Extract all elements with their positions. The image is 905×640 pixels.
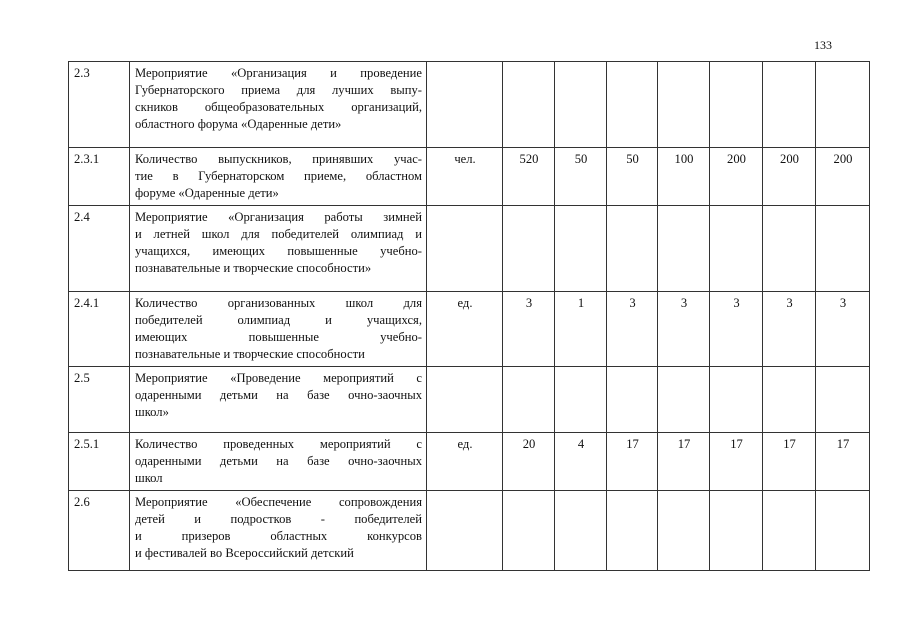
item-description [130, 148, 427, 206]
description-line: школ [135, 471, 163, 485]
item-number: 2.4.1 [69, 292, 130, 367]
table-row [69, 433, 870, 491]
unit-cell [427, 367, 503, 433]
description-line: имеющих повышенные учебно- [135, 330, 422, 344]
unit-cell: ед. [427, 433, 503, 491]
value-cell: 3 [816, 292, 870, 367]
value-cell: 200 [816, 148, 870, 206]
item-number: 2.4 [69, 206, 130, 292]
value-cell [816, 206, 870, 292]
description-line: областного форума «Одаренные дети» [135, 117, 342, 131]
value-cell [710, 206, 763, 292]
table-row [69, 292, 870, 367]
value-cell [658, 206, 710, 292]
value-cell: 3 [763, 292, 816, 367]
value-cell [607, 62, 658, 148]
value-cell: 17 [607, 433, 658, 491]
value-cell: 3 [607, 292, 658, 367]
item-description [130, 491, 427, 571]
value-cell [658, 367, 710, 433]
description-line: одаренными детьми на базе очно-заочных [135, 388, 422, 402]
value-cell [763, 491, 816, 571]
value-cell: 4 [555, 433, 607, 491]
description-line: Количество организованных школ для [135, 296, 422, 310]
value-cell [607, 491, 658, 571]
value-cell [763, 62, 816, 148]
value-cell: 520 [503, 148, 555, 206]
value-cell [503, 206, 555, 292]
item-description [130, 206, 427, 292]
description-line: форуме «Одаренные дети» [135, 186, 279, 200]
item-number: 2.3.1 [69, 148, 130, 206]
value-cell: 50 [607, 148, 658, 206]
description-line: Количество выпускников, принявших учас- [135, 152, 422, 166]
value-cell: 50 [555, 148, 607, 206]
value-cell: 17 [763, 433, 816, 491]
item-number: 2.5.1 [69, 433, 130, 491]
value-cell [710, 62, 763, 148]
value-cell [555, 206, 607, 292]
value-cell: 17 [710, 433, 763, 491]
value-cell [710, 367, 763, 433]
item-number: 2.5 [69, 367, 130, 433]
indicators-table [68, 61, 870, 571]
value-cell [710, 491, 763, 571]
unit-cell [427, 62, 503, 148]
value-cell: 200 [763, 148, 816, 206]
description-line: Мероприятие «Организация работы зимней [135, 210, 422, 224]
unit-cell [427, 491, 503, 571]
value-cell: 1 [555, 292, 607, 367]
item-description [130, 292, 427, 367]
value-cell [816, 367, 870, 433]
page-number: 133 [814, 38, 832, 52]
table-row [69, 148, 870, 206]
value-cell: 20 [503, 433, 555, 491]
value-cell [555, 62, 607, 148]
value-cell: 200 [710, 148, 763, 206]
table-row [69, 206, 870, 292]
description-line: и призеров областных конкурсов [135, 529, 422, 543]
value-cell: 3 [658, 292, 710, 367]
value-cell [607, 367, 658, 433]
description-line: и летней школ для победителей олимпиад и [135, 227, 422, 241]
unit-cell: чел. [427, 148, 503, 206]
value-cell [555, 367, 607, 433]
description-line: Губернаторского приема для лучших выпу- [135, 83, 422, 97]
value-cell [503, 491, 555, 571]
value-cell [816, 62, 870, 148]
description-line: тие в Губернаторском приеме, областном [135, 169, 422, 183]
unit-cell: ед. [427, 292, 503, 367]
description-line: Мероприятие «Проведение мероприятий с [135, 371, 422, 385]
description-line: детей и подростков - победителей [135, 512, 422, 526]
value-cell: 17 [816, 433, 870, 491]
value-cell [503, 367, 555, 433]
description-line: школ» [135, 405, 169, 419]
table-row [69, 367, 870, 433]
value-cell [607, 206, 658, 292]
unit-cell [427, 206, 503, 292]
value-cell [658, 62, 710, 148]
item-number: 2.6 [69, 491, 130, 571]
item-number: 2.3 [69, 62, 130, 148]
value-cell: 3 [503, 292, 555, 367]
value-cell [555, 491, 607, 571]
value-cell: 100 [658, 148, 710, 206]
description-line: одаренными детьми на базе очно-заочных [135, 454, 422, 468]
description-line: победителей олимпиад и учащихся, [135, 313, 422, 327]
value-cell [763, 367, 816, 433]
description-line: познавательные и творческие способности» [135, 261, 372, 275]
description-line: учащихся, имеющих повышенные учебно- [135, 244, 422, 258]
table-row [69, 62, 870, 148]
description-line: и фестивалей во Всероссийский детский [135, 546, 354, 560]
description-line: скников общеобразовательных организаций, [135, 100, 422, 114]
item-description [130, 433, 427, 491]
description-line: Мероприятие «Организация и проведение [135, 66, 422, 80]
value-cell [658, 491, 710, 571]
value-cell: 3 [710, 292, 763, 367]
table-row [69, 491, 870, 571]
item-description [130, 62, 427, 148]
value-cell: 17 [658, 433, 710, 491]
value-cell [503, 62, 555, 148]
value-cell [763, 206, 816, 292]
item-description [130, 367, 427, 433]
description-line: познавательные и творческие способности [135, 347, 365, 361]
description-line: Количество проведенных мероприятий с [135, 437, 422, 451]
description-line: Мероприятие «Обеспечение сопровождения [135, 495, 422, 509]
value-cell [816, 491, 870, 571]
